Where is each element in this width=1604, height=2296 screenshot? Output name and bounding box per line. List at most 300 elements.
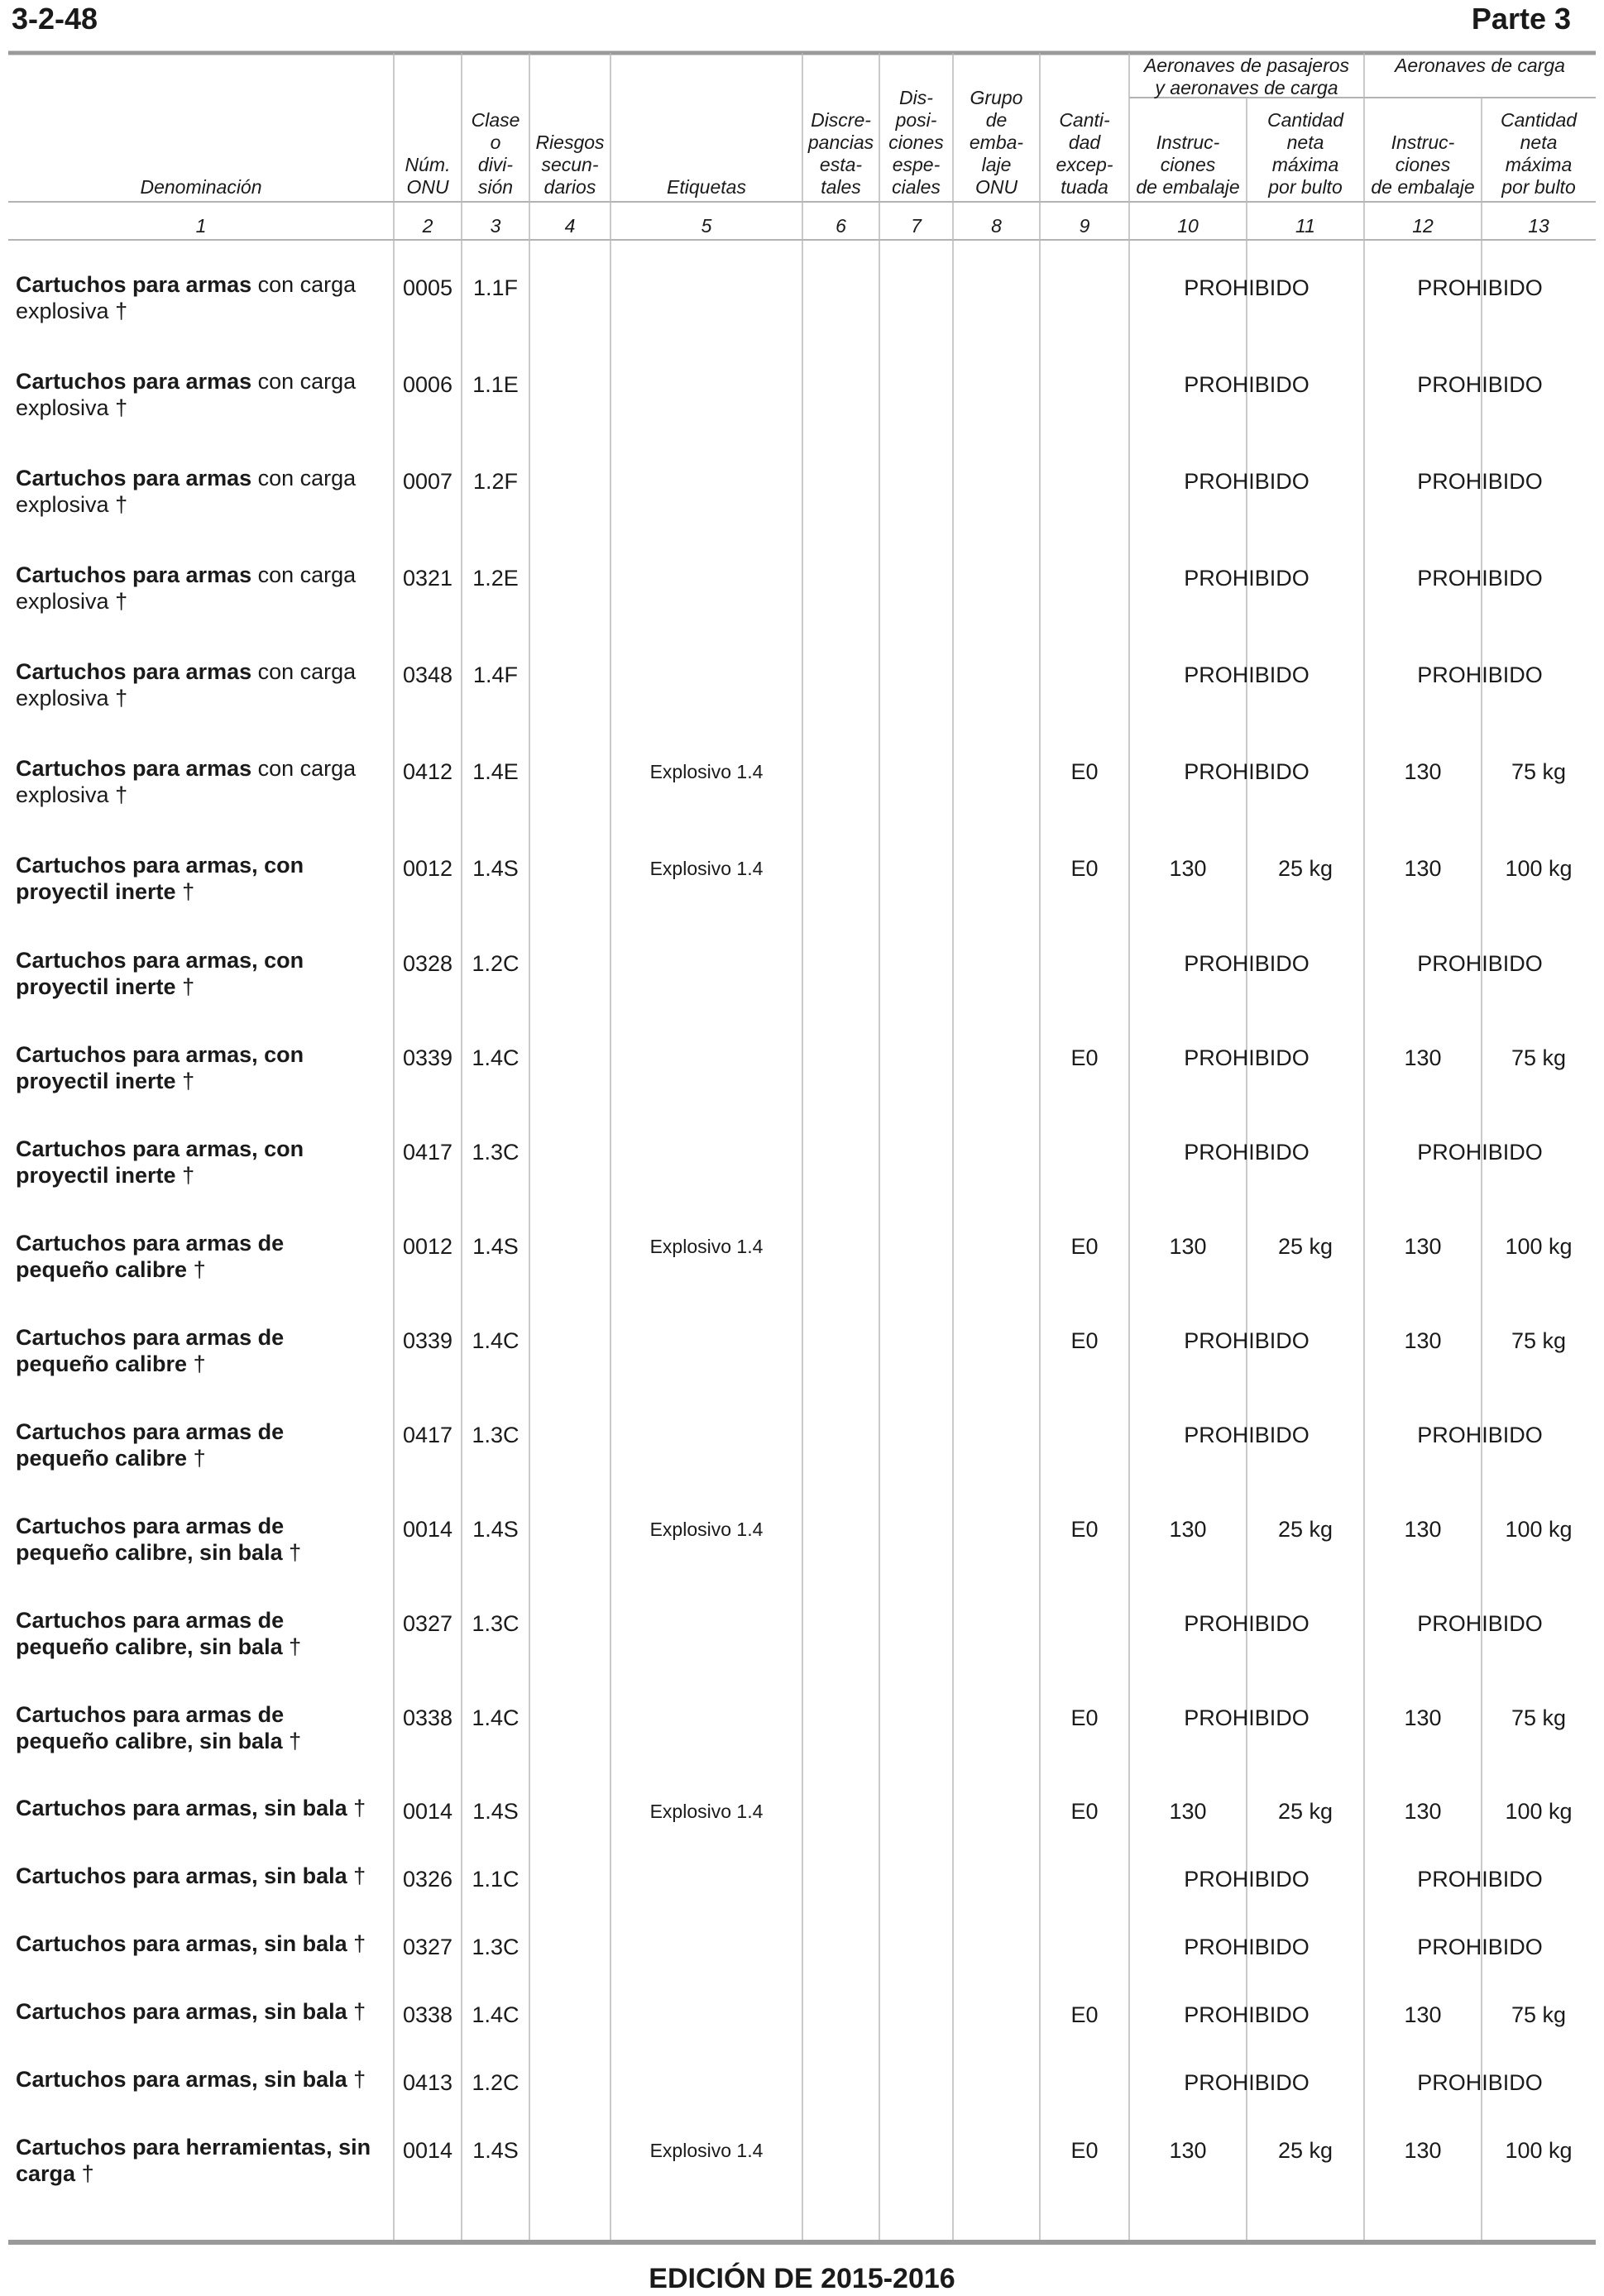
name-regular-part: explosiva † bbox=[16, 299, 128, 323]
table-row bbox=[8, 1041, 1596, 1099]
cell-passenger-forbidden: PROHIBIDO bbox=[1184, 372, 1310, 397]
page-number: 3-2-48 bbox=[12, 2, 98, 36]
header-line: máxima bbox=[1271, 154, 1339, 175]
cell-un-number: 0327 bbox=[402, 1935, 453, 1959]
header-line: ciales bbox=[892, 176, 941, 198]
name-line bbox=[16, 1445, 388, 1471]
name-regular-part: † bbox=[175, 879, 195, 904]
cell-cargo-forbidden: PROHIBIDO bbox=[1417, 1140, 1543, 1165]
name-line bbox=[16, 1728, 388, 1754]
cell-un-number: 0338 bbox=[402, 2002, 453, 2027]
cell-proper-shipping-name bbox=[16, 1701, 388, 1754]
header-line: Cantidad bbox=[1500, 109, 1578, 131]
cell-proper-shipping-name bbox=[16, 368, 388, 421]
cell-class-division: 1.4S bbox=[472, 1517, 519, 1542]
name-line bbox=[16, 588, 388, 615]
cell-class-division: 1.4F bbox=[472, 662, 519, 687]
cell-passenger-forbidden: PROHIBIDO bbox=[1184, 1867, 1310, 1892]
name-regular-part: con carga bbox=[251, 369, 357, 394]
cell-class-division: 1.4C bbox=[472, 1328, 520, 1353]
cell-labels: Explosivo 1.4 bbox=[649, 2140, 764, 2161]
name-regular-part: † bbox=[347, 1931, 366, 1956]
header-line: Instruc- bbox=[1391, 132, 1455, 153]
column-header-8 bbox=[953, 53, 1040, 199]
column-number-6: 6 bbox=[836, 214, 846, 237]
cell-proper-shipping-name bbox=[16, 271, 388, 324]
header-line: excep- bbox=[1056, 154, 1113, 175]
name-regular-part: explosiva † bbox=[16, 686, 128, 710]
cell-passenger-forbidden: PROHIBIDO bbox=[1184, 469, 1310, 494]
name-bold-part: Cartuchos para armas, sin bala bbox=[16, 2067, 347, 2092]
cell-cargo-packing-instruction: 130 bbox=[1404, 1705, 1442, 1730]
name-line bbox=[16, 1230, 388, 1256]
name-line bbox=[16, 1513, 388, 1539]
cell-proper-shipping-name bbox=[16, 1607, 388, 1660]
cell-class-division: 1.4S bbox=[472, 856, 519, 881]
header-line: máxima bbox=[1505, 154, 1573, 175]
cell-labels: Explosivo 1.4 bbox=[649, 1801, 764, 1822]
column-number-5: 5 bbox=[701, 214, 712, 237]
cell-un-number: 0339 bbox=[402, 1045, 453, 1070]
cell-cargo-max-quantity: 100 kg bbox=[1505, 1517, 1573, 1542]
cell-un-number: 0339 bbox=[402, 1328, 453, 1353]
header-line: Discre- bbox=[811, 109, 871, 131]
column-number-3: 3 bbox=[490, 214, 501, 237]
cell-class-division: 1.4C bbox=[472, 1705, 520, 1730]
table-row bbox=[8, 1324, 1596, 1382]
header-line: Etiquetas bbox=[667, 176, 746, 198]
cell-cargo-packing-instruction: 130 bbox=[1404, 759, 1442, 784]
name-line bbox=[16, 1634, 388, 1660]
header-line: Aeronaves de carga bbox=[1395, 55, 1565, 76]
name-line bbox=[16, 1136, 388, 1162]
cell-class-division: 1.4E bbox=[472, 759, 519, 784]
header-line: neta bbox=[1520, 132, 1558, 153]
edition-footer: EDICIÓN DE 2015-2016 bbox=[649, 2263, 955, 2294]
name-line bbox=[16, 395, 388, 421]
column-header-13 bbox=[1482, 99, 1596, 199]
cell-excepted-quantity: E0 bbox=[1070, 1799, 1099, 1824]
name-line bbox=[16, 1998, 388, 2025]
table-row bbox=[8, 562, 1596, 619]
name-regular-part: con carga bbox=[251, 756, 357, 781]
cell-cargo-packing-instruction: 130 bbox=[1404, 1234, 1442, 1259]
name-bold-part: Cartuchos para armas bbox=[16, 272, 252, 297]
header-line: ciones bbox=[888, 132, 944, 153]
name-line bbox=[16, 947, 388, 973]
cell-un-number: 0014 bbox=[402, 1517, 453, 1542]
cell-proper-shipping-name bbox=[16, 2134, 388, 2187]
dangerous-goods-table bbox=[8, 48, 1596, 2245]
cell-cargo-max-quantity: 75 kg bbox=[1511, 759, 1567, 784]
name-regular-part: con carga bbox=[251, 466, 357, 490]
table-row bbox=[8, 2134, 1596, 2192]
column-header-2 bbox=[394, 53, 462, 199]
cell-proper-shipping-name bbox=[16, 1136, 388, 1189]
header-line: divi- bbox=[477, 154, 514, 175]
name-bold-part: Cartuchos para armas de bbox=[16, 1419, 285, 1444]
cell-un-number: 0007 bbox=[402, 469, 453, 494]
table-row bbox=[8, 1230, 1596, 1288]
cell-labels: Explosivo 1.4 bbox=[649, 858, 764, 879]
header-line: sión bbox=[477, 176, 514, 198]
cell-un-number: 0338 bbox=[402, 1705, 453, 1730]
cell-cargo-max-quantity: 75 kg bbox=[1511, 2002, 1567, 2027]
cell-cargo-max-quantity: 75 kg bbox=[1511, 1328, 1567, 1353]
name-line bbox=[16, 562, 388, 588]
name-line bbox=[16, 2066, 388, 2093]
cell-excepted-quantity: E0 bbox=[1070, 2138, 1099, 2163]
cell-cargo-forbidden: PROHIBIDO bbox=[1417, 372, 1543, 397]
name-bold-part: Cartuchos para armas, con bbox=[16, 1042, 304, 1067]
header-line: Instruc- bbox=[1156, 132, 1220, 153]
name-bold-part: Cartuchos para armas bbox=[16, 466, 252, 490]
header-line: Aeronaves de pasajeros bbox=[1143, 55, 1350, 76]
cell-passenger-forbidden: PROHIBIDO bbox=[1184, 1705, 1310, 1730]
header-line: Denominación bbox=[140, 176, 262, 198]
cell-labels: Explosivo 1.4 bbox=[649, 1519, 764, 1540]
name-regular-part: explosiva † bbox=[16, 395, 128, 420]
cell-passenger-forbidden: PROHIBIDO bbox=[1184, 759, 1310, 784]
column-header-7 bbox=[879, 53, 953, 199]
cell-passenger-max-quantity: 25 kg bbox=[1277, 1234, 1333, 1259]
cell-cargo-forbidden: PROHIBIDO bbox=[1417, 1423, 1543, 1447]
name-bold-part: Cartuchos para armas, sin bala bbox=[16, 1863, 347, 1888]
cell-passenger-forbidden: PROHIBIDO bbox=[1184, 2002, 1310, 2027]
cell-passenger-max-quantity: 25 kg bbox=[1277, 1517, 1333, 1542]
header-line: emba- bbox=[969, 132, 1024, 153]
name-regular-part: explosiva † bbox=[16, 782, 128, 807]
cell-cargo-forbidden: PROHIBIDO bbox=[1417, 275, 1543, 300]
header-line: tuada bbox=[1061, 176, 1108, 198]
cell-excepted-quantity: E0 bbox=[1070, 1517, 1099, 1542]
name-bold-part: Cartuchos para armas, sin bala bbox=[16, 1796, 347, 1820]
column-header-4 bbox=[529, 53, 610, 199]
cell-class-division: 1.2C bbox=[472, 2070, 520, 2095]
name-regular-part: † bbox=[75, 2161, 94, 2186]
name-bold-part: pequeño calibre, sin bala bbox=[16, 1634, 283, 1659]
name-bold-part: pequeño calibre bbox=[16, 1351, 188, 1376]
column-number-4: 4 bbox=[564, 214, 576, 237]
cell-un-number: 0012 bbox=[402, 1234, 453, 1259]
name-bold-part: pequeño calibre bbox=[16, 1257, 188, 1282]
cell-un-number: 0014 bbox=[402, 1799, 453, 1824]
name-regular-part: con carga bbox=[251, 272, 357, 297]
cell-cargo-forbidden: PROHIBIDO bbox=[1417, 1935, 1543, 1959]
header-line: y aeronaves de carga bbox=[1155, 77, 1338, 98]
header-line: secun- bbox=[541, 154, 599, 175]
header-line: por bulto bbox=[1268, 176, 1343, 198]
cell-class-division: 1.3C bbox=[472, 1935, 520, 1959]
cell-proper-shipping-name bbox=[16, 1513, 388, 1566]
name-bold-part: Cartuchos para armas de bbox=[16, 1231, 285, 1256]
cell-un-number: 0413 bbox=[402, 2070, 453, 2095]
name-bold-part: Cartuchos para herramientas, sin bbox=[16, 2135, 371, 2160]
header-line: neta bbox=[1286, 132, 1324, 153]
header-line: Cantidad bbox=[1266, 109, 1344, 131]
header-line: dad bbox=[1068, 132, 1101, 153]
cell-passenger-forbidden: PROHIBIDO bbox=[1184, 662, 1310, 687]
cell-passenger-forbidden: PROHIBIDO bbox=[1184, 566, 1310, 591]
name-bold-part: proyectil inerte bbox=[16, 1163, 176, 1188]
table-row bbox=[8, 1863, 1596, 1921]
column-number-13: 13 bbox=[1528, 214, 1549, 237]
name-regular-part: † bbox=[282, 1729, 302, 1753]
cell-class-division: 1.4S bbox=[472, 2138, 519, 2163]
column-header-10 bbox=[1129, 99, 1247, 199]
name-line bbox=[16, 1701, 388, 1728]
cell-un-number: 0417 bbox=[402, 1140, 453, 1165]
name-line bbox=[16, 1041, 388, 1068]
table-row bbox=[8, 271, 1596, 329]
name-bold-part: Cartuchos para armas de bbox=[16, 1514, 285, 1538]
cell-cargo-max-quantity: 100 kg bbox=[1505, 856, 1573, 881]
cell-cargo-packing-instruction: 130 bbox=[1404, 1328, 1442, 1353]
header-line: Canti- bbox=[1059, 109, 1110, 131]
cell-cargo-packing-instruction: 130 bbox=[1404, 2138, 1442, 2163]
name-bold-part: pequeño calibre, sin bala bbox=[16, 1729, 283, 1753]
header-line: tales bbox=[821, 176, 861, 198]
name-bold-part: carga bbox=[16, 2161, 76, 2186]
cell-cargo-forbidden: PROHIBIDO bbox=[1417, 1611, 1543, 1636]
cell-excepted-quantity: E0 bbox=[1070, 1705, 1099, 1730]
cell-excepted-quantity: E0 bbox=[1070, 1045, 1099, 1070]
name-line bbox=[16, 368, 388, 395]
cell-excepted-quantity: E0 bbox=[1070, 1234, 1099, 1259]
cell-labels: Explosivo 1.4 bbox=[649, 761, 764, 782]
header-line: Núm. bbox=[405, 154, 451, 175]
cell-un-number: 0012 bbox=[402, 856, 453, 881]
name-bold-part: Cartuchos para armas, con bbox=[16, 948, 304, 973]
cell-class-division: 1.4S bbox=[472, 1234, 519, 1259]
table-row bbox=[8, 1795, 1596, 1853]
cell-passenger-forbidden: PROHIBIDO bbox=[1184, 1140, 1310, 1165]
cell-proper-shipping-name bbox=[16, 947, 388, 1000]
cell-class-division: 1.1F bbox=[472, 275, 519, 300]
header-line: Dis- bbox=[899, 87, 933, 108]
name-regular-part: † bbox=[175, 1069, 195, 1093]
table-row bbox=[8, 1701, 1596, 1759]
cell-excepted-quantity: E0 bbox=[1070, 759, 1099, 784]
header-line: de embalaje bbox=[1136, 176, 1240, 198]
cell-cargo-forbidden: PROHIBIDO bbox=[1417, 2070, 1543, 2095]
column-number-12: 12 bbox=[1412, 214, 1434, 237]
cell-proper-shipping-name bbox=[16, 1930, 388, 1957]
name-line bbox=[16, 1930, 388, 1957]
table-row bbox=[8, 2066, 1596, 2124]
cell-passenger-forbidden: PROHIBIDO bbox=[1184, 1611, 1310, 1636]
name-line bbox=[16, 685, 388, 711]
table-row bbox=[8, 465, 1596, 523]
cell-un-number: 0327 bbox=[402, 1611, 453, 1636]
cell-passenger-forbidden: PROHIBIDO bbox=[1184, 1423, 1310, 1447]
cell-class-division: 1.2E bbox=[472, 566, 519, 591]
group-header-cargo-aircraft bbox=[1364, 55, 1596, 98]
cell-un-number: 0014 bbox=[402, 2138, 453, 2163]
name-regular-part: † bbox=[175, 1163, 195, 1188]
cell-proper-shipping-name bbox=[16, 1863, 388, 1889]
cell-passenger-max-quantity: 25 kg bbox=[1277, 2138, 1333, 2163]
name-line bbox=[16, 1795, 388, 1821]
name-bold-part: pequeño calibre bbox=[16, 1446, 188, 1471]
cell-un-number: 0005 bbox=[402, 275, 453, 300]
header-line: esta- bbox=[819, 154, 863, 175]
cell-passenger-packing-instruction: 130 bbox=[1169, 1799, 1207, 1824]
name-line bbox=[16, 782, 388, 808]
cell-un-number: 0412 bbox=[402, 759, 453, 784]
cell-proper-shipping-name bbox=[16, 1795, 388, 1821]
cell-class-division: 1.2C bbox=[472, 951, 520, 976]
name-bold-part: proyectil inerte bbox=[16, 1069, 176, 1093]
cell-un-number: 0326 bbox=[402, 1867, 453, 1892]
name-bold-part: Cartuchos para armas, sin bala bbox=[16, 1931, 347, 1956]
name-bold-part: Cartuchos para armas bbox=[16, 369, 252, 394]
table-row bbox=[8, 1998, 1596, 2056]
name-regular-part: explosiva † bbox=[16, 589, 128, 614]
name-line bbox=[16, 1539, 388, 1566]
cell-cargo-max-quantity: 100 kg bbox=[1505, 2138, 1573, 2163]
name-regular-part: † bbox=[347, 1863, 366, 1888]
cell-proper-shipping-name bbox=[16, 1998, 388, 2025]
part-title: Parte 3 bbox=[1471, 2, 1571, 36]
name-line bbox=[16, 852, 388, 878]
name-line bbox=[16, 1607, 388, 1634]
column-header-12 bbox=[1364, 99, 1482, 199]
cell-proper-shipping-name bbox=[16, 1041, 388, 1094]
name-line bbox=[16, 2134, 388, 2160]
column-number-7: 7 bbox=[911, 214, 922, 237]
cell-cargo-forbidden: PROHIBIDO bbox=[1417, 662, 1543, 687]
name-bold-part: proyectil inerte bbox=[16, 879, 176, 904]
name-regular-part: † bbox=[187, 1446, 206, 1471]
name-line bbox=[16, 2160, 388, 2187]
column-header-6 bbox=[802, 53, 879, 199]
name-bold-part: Cartuchos para armas de bbox=[16, 1608, 285, 1633]
header-line: posi- bbox=[895, 109, 937, 131]
cell-excepted-quantity: E0 bbox=[1070, 2002, 1099, 2027]
header-line: de bbox=[985, 109, 1008, 131]
name-bold-part: Cartuchos para armas bbox=[16, 756, 252, 781]
table-row bbox=[8, 852, 1596, 910]
name-bold-part: Cartuchos para armas bbox=[16, 659, 252, 684]
cell-proper-shipping-name bbox=[16, 1324, 388, 1377]
name-bold-part: pequeño calibre, sin bala bbox=[16, 1540, 283, 1565]
cell-cargo-packing-instruction: 130 bbox=[1404, 1045, 1442, 1070]
header-line: ciones bbox=[1395, 154, 1451, 175]
cell-cargo-max-quantity: 100 kg bbox=[1505, 1234, 1573, 1259]
column-number-2: 2 bbox=[422, 214, 433, 237]
name-regular-part: † bbox=[347, 1999, 366, 2024]
header-line: ONU bbox=[406, 176, 449, 198]
header-line: espe- bbox=[892, 154, 941, 175]
name-regular-part: † bbox=[187, 1351, 206, 1376]
cell-un-number: 0321 bbox=[402, 566, 453, 591]
cell-passenger-packing-instruction: 130 bbox=[1169, 2138, 1207, 2163]
cell-cargo-packing-instruction: 130 bbox=[1404, 2002, 1442, 2027]
name-line bbox=[16, 1418, 388, 1445]
cell-proper-shipping-name bbox=[16, 562, 388, 615]
cell-proper-shipping-name bbox=[16, 852, 388, 905]
table-row bbox=[8, 1513, 1596, 1571]
cell-cargo-forbidden: PROHIBIDO bbox=[1417, 469, 1543, 494]
column-number-1: 1 bbox=[195, 214, 207, 237]
header-line: ciones bbox=[1160, 154, 1216, 175]
column-number-8: 8 bbox=[991, 214, 1002, 237]
cell-passenger-packing-instruction: 130 bbox=[1169, 856, 1207, 881]
name-line bbox=[16, 1068, 388, 1094]
name-regular-part: explosiva † bbox=[16, 492, 128, 517]
name-line bbox=[16, 465, 388, 491]
name-bold-part: Cartuchos para armas bbox=[16, 562, 252, 587]
name-bold-part: Cartuchos para armas de bbox=[16, 1325, 285, 1350]
table-row bbox=[8, 947, 1596, 1005]
name-line bbox=[16, 1162, 388, 1189]
table-row bbox=[8, 755, 1596, 813]
group-header-passenger-aircraft bbox=[1129, 55, 1364, 98]
cell-excepted-quantity: E0 bbox=[1070, 856, 1099, 881]
column-header-1 bbox=[8, 53, 394, 199]
header-line: darios bbox=[543, 176, 596, 198]
cell-cargo-forbidden: PROHIBIDO bbox=[1417, 1867, 1543, 1892]
name-bold-part: Cartuchos para armas, con bbox=[16, 1136, 304, 1161]
cell-passenger-max-quantity: 25 kg bbox=[1277, 856, 1333, 881]
cell-un-number: 0348 bbox=[402, 662, 453, 687]
header-line: o bbox=[490, 132, 501, 153]
table-row bbox=[8, 368, 1596, 426]
cell-class-division: 1.4C bbox=[472, 2002, 520, 2027]
name-regular-part: con carga bbox=[251, 659, 357, 684]
name-bold-part: proyectil inerte bbox=[16, 974, 176, 999]
name-line bbox=[16, 271, 388, 298]
name-line bbox=[16, 878, 388, 905]
name-line bbox=[16, 755, 388, 782]
cell-passenger-forbidden: PROHIBIDO bbox=[1184, 1328, 1310, 1353]
cell-proper-shipping-name bbox=[16, 658, 388, 711]
column-header-9 bbox=[1040, 53, 1129, 199]
name-line bbox=[16, 298, 388, 324]
column-number-11: 11 bbox=[1295, 214, 1315, 237]
name-line bbox=[16, 491, 388, 518]
cell-passenger-max-quantity: 25 kg bbox=[1277, 1799, 1333, 1824]
cell-class-division: 1.4S bbox=[472, 1799, 519, 1824]
cell-cargo-forbidden: PROHIBIDO bbox=[1417, 951, 1543, 976]
column-header-3 bbox=[462, 53, 529, 199]
cell-excepted-quantity: E0 bbox=[1070, 1328, 1099, 1353]
name-regular-part: † bbox=[282, 1540, 302, 1565]
column-number-9: 9 bbox=[1079, 214, 1090, 237]
cell-cargo-max-quantity: 75 kg bbox=[1511, 1705, 1567, 1730]
cell-un-number: 0006 bbox=[402, 372, 453, 397]
cell-cargo-max-quantity: 75 kg bbox=[1511, 1045, 1567, 1070]
header-line: por bulto bbox=[1501, 176, 1576, 198]
cell-class-division: 1.3C bbox=[472, 1140, 520, 1165]
column-header-5 bbox=[610, 53, 802, 199]
header-line: laje bbox=[981, 154, 1012, 175]
name-bold-part: Cartuchos para armas, sin bala bbox=[16, 1999, 347, 2024]
name-line bbox=[16, 973, 388, 1000]
name-bold-part: Cartuchos para armas de bbox=[16, 1702, 285, 1727]
cell-un-number: 0328 bbox=[402, 951, 453, 976]
header-line: ONU bbox=[974, 176, 1018, 198]
table-row bbox=[8, 1136, 1596, 1193]
cell-un-number: 0417 bbox=[402, 1423, 453, 1447]
cell-proper-shipping-name bbox=[16, 465, 388, 518]
cell-proper-shipping-name bbox=[16, 2066, 388, 2093]
table-row bbox=[8, 1607, 1596, 1665]
cell-cargo-packing-instruction: 130 bbox=[1404, 1799, 1442, 1824]
header-line: Clase bbox=[471, 109, 520, 131]
table-row bbox=[8, 1930, 1596, 1988]
